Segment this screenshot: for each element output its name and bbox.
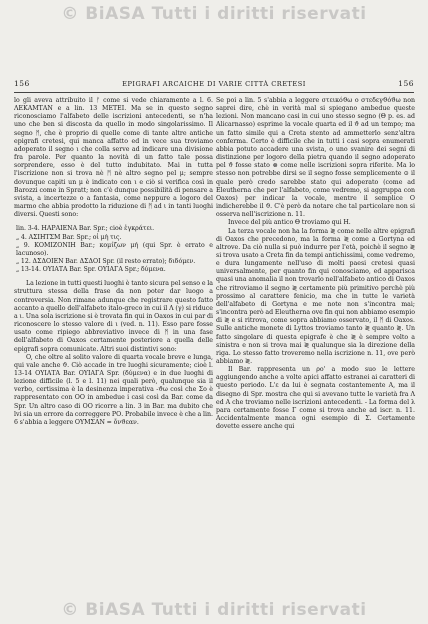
running-title: EPIGRAFI ARCAICHE DI VARIE CITTÀ CRETESI xyxy=(122,79,306,88)
list-item: lin. 3-4. ΗΑΡΑΙΕΝΑ Bar. Spr.; cioè ἐγκράτει. xyxy=(16,225,155,233)
watermark-top: © BiASA Tutti i diritti riservati xyxy=(61,4,367,24)
list-item: „ 12. ΔΣΔΟΙΕΝ Bar. ΔΣΔΟΙ Spr. (il resto errato); διδόμεν. xyxy=(16,257,196,265)
page-header xyxy=(14,79,414,93)
paragraph: Se poi a lin. 5 s'abbia a leggere στεικόϑω o στεδεγϑόϑω non saprei dire, chè in verità mal si spiegano ambedue queste lezioni. Non mancano casi in cui uno stesso segno (Θ p. es. ad Alicarnasso) esprime la vocale quarta ed il ϑ ad un tempo; ma un fatto simile qui a Creta stento ad ammetterlo senz'altra conferma. Certo è difficile che in tutti i casi sopra enumerati abbia potuto accadere una svista, o uno svanire dei segni di distinzione per logoro della pietra quando il segno adoperato pel ϑ fosse stato ⊗ come nelle iscrizioni sopra riferite. Ma lo stesso non potrebbe dirsi se il segno fosse semplicemente ⊙ il quale però credo sarebbe stato qui adoperato (come ad Eleutherna che per l'alfabeto, come vedremo, si aggruppa con Oaxos) per indicar la vocale, mentre il semplice O indicherebbe il ϑ. C'è però da notare che tal particolare non si osserva nell'iscrizione n. 11. xyxy=(216,97,415,219)
page-number-left: 156 xyxy=(14,79,30,88)
list-item: „ 13-14. ΟΥΙΑΤΑ Bar. Spr. ΟΥΙΑΓΑ Spr.; δύμενα. xyxy=(16,266,166,274)
list-item: „ 9. ΚΟΜΙΖΟΝΙΗ Bar.; κομίζων μή (qui Spr. è errato e lacunoso). xyxy=(16,241,213,257)
page-number-right: 156 xyxy=(398,79,414,88)
paragraph: La lezione in tutti questi luoghi è tanto sicura pel senso e la struttura stessa della frase da non poter dar luogo a controversia. Non rimane adunque che registrare questo fatto accanto a quello dell'alfabeto italo-greco in cui il Λ (γ) si riduce a ι. Una sola iscrizione si è trovata fin qui in Oaxos in cui par di riconoscere lo stesso valore di ι (ved. n. 11). Esso pare fosse usato come ripiego abbreviativo invece di ᛗ in una fase dell'alfabeto di Oaxos certamente posteriore a quella delle epigrafi sopra comunicate. Altri suoi distintivi sono: xyxy=(14,280,213,353)
left-column xyxy=(14,97,213,427)
paragraph: O, che oltre al solito valore di quarta vocale breve e lunga, qui vale anche ϑ. Ciò accade in tre luoghi sicuramente; cioè l. 13-14 ΟΥΙΑΤΑ Bar. ΟΥΙΑΓΑ Spr. (δύμενα) e in due luoghi di lezione difficile (l. 5 e l. 11) nei quali però, qualunque sia il verbo, certissima è la desinenza imperativa -ϑω così che Σο è rappresentato con ΟΟ in ambedue i casi così da Bar. come da Spr. Un altro caso di ΟΟ ricorre a lin. 3 in Bar. ma dubito che lvi sia un errore da correggere ΡΟ. Probabile invece è che a lin. 6 s'abbia a leggere ΟΥΜΣΑΝ = ὄνϑεαν. xyxy=(14,353,213,426)
watermark-bottom: © BiASA Tutti i diritti riservati xyxy=(61,600,367,620)
right-column xyxy=(216,97,415,431)
reading-list xyxy=(14,225,213,274)
paragraph: lo gli aveva attribuito il ᚠ come si vede chiaramente a l. 6. ΛΕΚΑΜΤΑΝ e a lin. 13 ΜΕΤΕΙ. Ma se in questo segno riconosciamo l'alfabeto delle iscrizioni antecedenti, se n'ha uno che ben si discosta da quello in modo singolarissimo. Il segno ᛗ, che è proprio di quelle come di tante altre antiche epigrafi cretesi, qui manca affatto ed in vece sua troviamo adoperato il segno ι che colla serve ad indicare una divisione fra parole. Per quanto la novità di un fatto tale possa sorprendere, esso è del tutto indubitato. Mai in tutta l'iscrizione non si trova nè ᛗ nè altro segno pel μ; sempre dovunque capiti un μ è indicato con ι e ciò si verifica così in Barozzi come in Spratt; non c'è dunque possibilità di pensare a svista, a incertezze o a fantasia, come neppure a logoro del marmo che abbia prodotto la riduzione di ᛗ ad ι in tanti luoghi diversi. Questi sono: xyxy=(14,97,213,219)
paragraph: Il Bar. rappresenta un ρο' a modo suo le lettere aggiungendo anche a volte apici affatto estranei ai caratteri di questo periodo. L'ε da lui è segnata costantemente A, ma il disegno di Spr. mostra che qui si avevano tutte le varietà fra Λ ed A che troviamo nelle iscrizioni antecedenti. - La forma del λ para certamente fosse Γ come si trova anche ad iscr. n. 11. Accidentalmente manca ogni esempio di Σ. Certamente dovette essere anche qui xyxy=(216,366,415,431)
header-rule xyxy=(14,92,414,93)
paragraph: La terza vocale non ha la forma ≷ come nelle altre epigrafi di Oaxos che precedono, ma la forma ≷ come a Gortyna ed altrove. Da ciò nulla si può indurre per l'età, poichè il segno ≷ si trova usato a Creta fin da tempi antichissimi, come vedremo, e dura lungamente nell'uso di molti paesi cretesi quasi universalmente, per quanto fin qui conosciamo, ed apparisca quasi una anomalia il non trovarlo nell'alfabeto antico di Oaxos che ritroviamo il segno ≷ certamente più primitivo perchè più prossimo al carattere fenicio, ma che in tutte le varietà dell'alfabeto di Gortyna e me note non s'incontra mai; s'incontra però ad Eleutherna ove fin qui non abbiamo esempio di ≷ e si ritrova, come sopra abbiamo osservato, il ᛗ di Oaxos. Sulle antiche monete di Lyttos troviamo tanto ≷ quanto ≷. Un fatto singolare di questa epigrafe è che ≷ è sempre volto a sinistra e non si trova mai ≷ qualunque sia la direzione della riga. Lo stesso fatto troveremo nella iscrizione n. 11, ove però abbiamo ≷. xyxy=(216,227,415,365)
paragraph: Invece del più antico Θ troviamo qui H. xyxy=(228,219,351,227)
list-item: „ 4. ΑΣΙΗΤΣΜ Bar. Spr.; οἱ μὴ τις. xyxy=(16,233,122,241)
